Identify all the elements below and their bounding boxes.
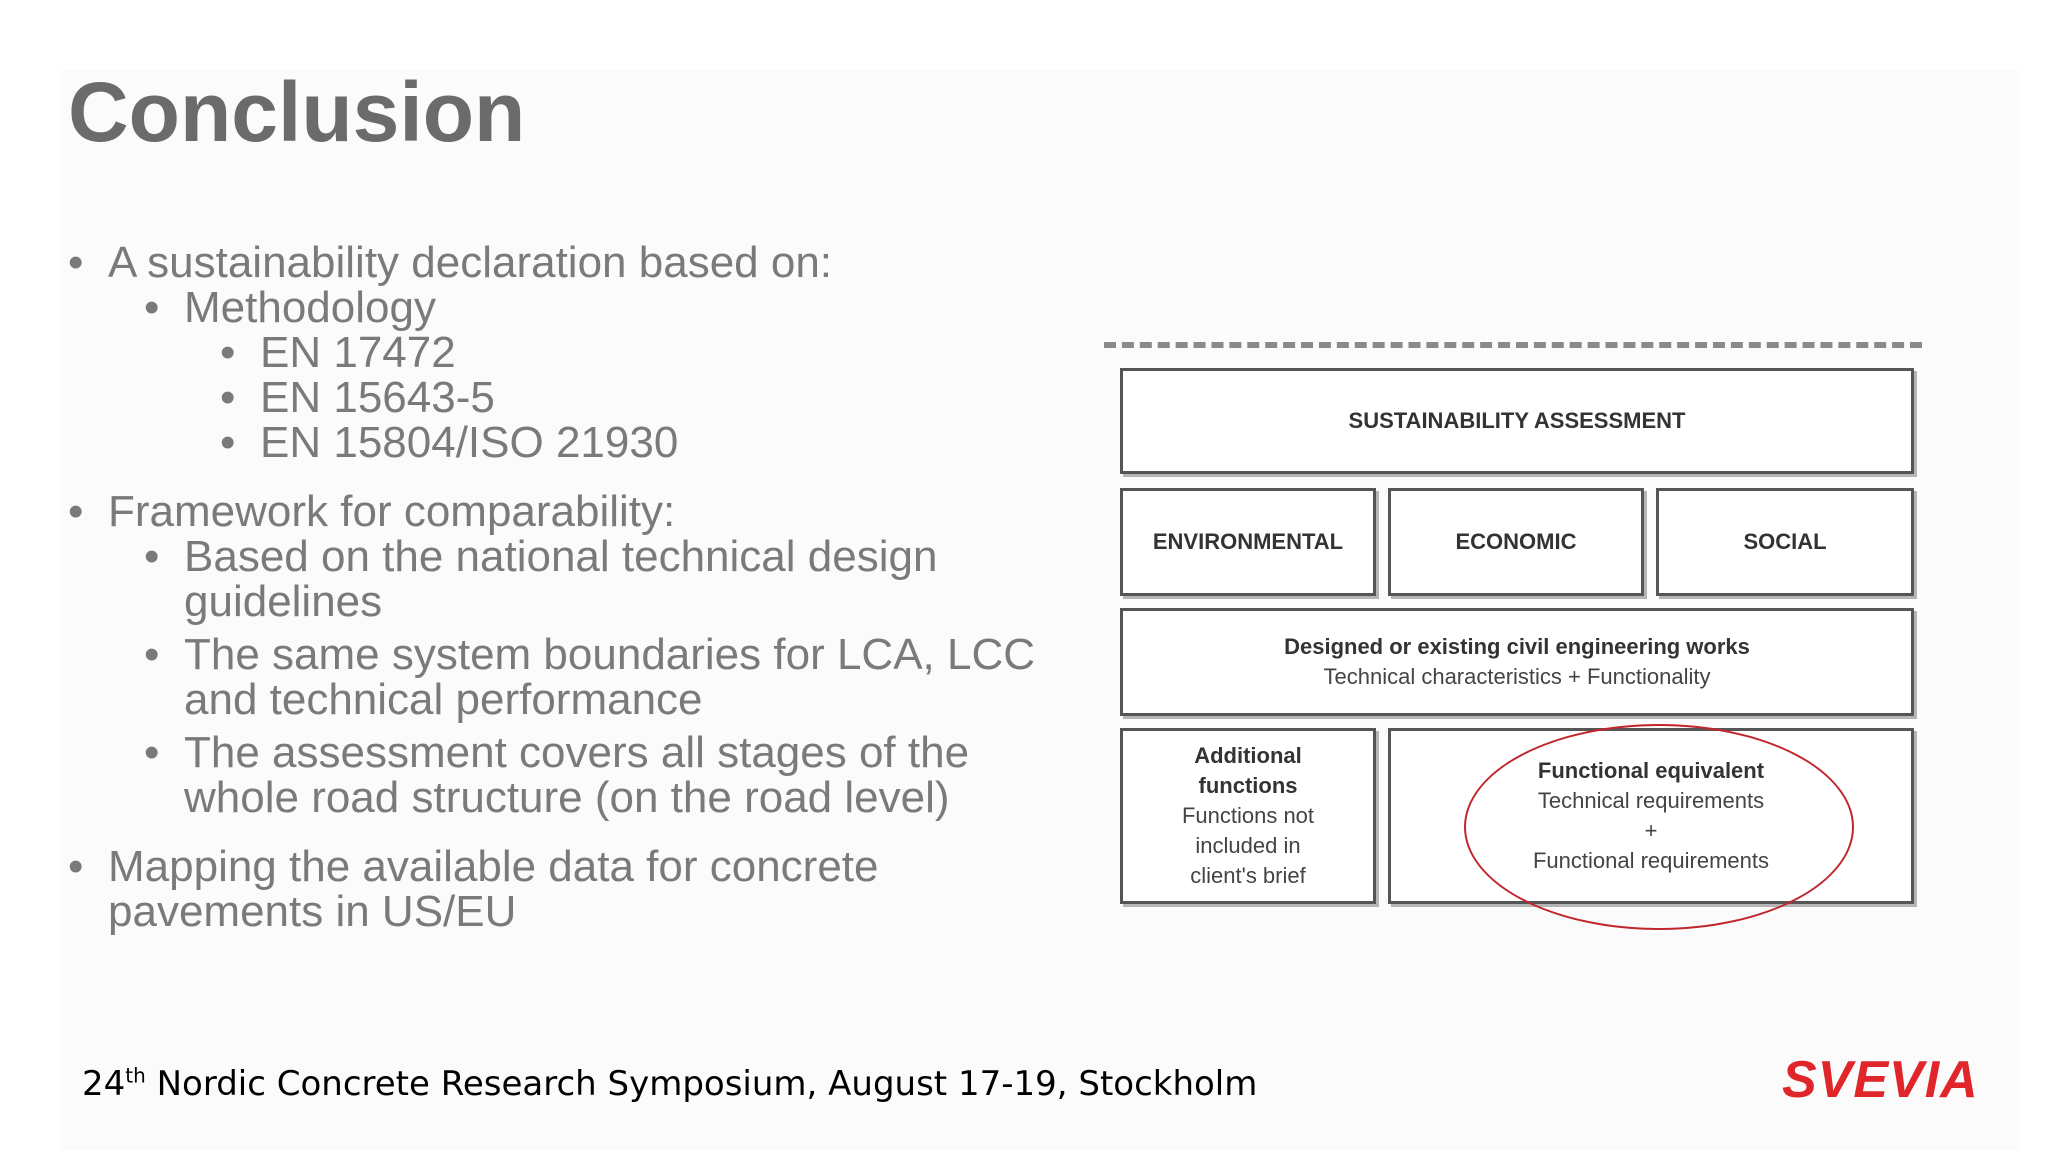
bullet-dot: • bbox=[68, 238, 84, 287]
bullet-dot: • bbox=[220, 373, 236, 422]
list-item bbox=[68, 375, 1068, 420]
bullet-dot: • bbox=[144, 728, 160, 777]
footer-number: 24 bbox=[82, 1064, 126, 1104]
list-item bbox=[68, 730, 1068, 820]
list-item bbox=[68, 534, 1068, 624]
list-item bbox=[68, 240, 1068, 285]
civil-works-box bbox=[1120, 608, 1914, 716]
bullet-dot: • bbox=[144, 532, 160, 581]
list-item bbox=[68, 844, 1068, 934]
bullet-text: The assessment covers all stages of the whole road structure (on the road level) bbox=[184, 728, 970, 822]
footer-text bbox=[82, 1064, 1257, 1104]
bullet-dot: • bbox=[144, 283, 160, 332]
social-box bbox=[1656, 488, 1914, 596]
functional-title: Functional equivalent bbox=[1537, 758, 1765, 783]
bullet-list bbox=[68, 240, 1068, 934]
additional-sub-1: Functions not bbox=[1181, 803, 1315, 828]
works-title: Designed or existing civil engineering works bbox=[1284, 634, 1750, 659]
bullet-text: Based on the national technical design guidelines bbox=[184, 532, 938, 626]
bullet-text: EN 17472 bbox=[260, 328, 456, 377]
functional-sub-1: Technical requirements bbox=[1537, 788, 1765, 813]
sustainability-label: SUSTAINABILITY ASSESSMENT bbox=[1348, 408, 1686, 433]
footer-label: Nordic Concrete Research Symposium, August 17-19, Stockholm bbox=[145, 1064, 1258, 1104]
environmental-label: ENVIRONMENTAL bbox=[1152, 529, 1344, 554]
svevia-logo: SVEVIA bbox=[1782, 1051, 1979, 1109]
sustainability-diagram bbox=[1100, 330, 1930, 950]
bullet-dot: • bbox=[220, 328, 236, 377]
sustainability-assessment-box bbox=[1120, 368, 1914, 474]
bullet-text: Framework for comparability: bbox=[108, 487, 676, 536]
bullet-dot: • bbox=[220, 418, 236, 467]
additional-functions-box bbox=[1120, 728, 1376, 904]
environmental-box bbox=[1120, 488, 1376, 596]
additional-title-2: functions bbox=[1198, 773, 1298, 798]
works-subtitle: Technical characteristics + Functionality bbox=[1323, 664, 1711, 689]
highlight-ellipse bbox=[1464, 724, 1854, 930]
list-item bbox=[68, 330, 1068, 375]
bullet-text: EN 15804/ISO 21930 bbox=[260, 418, 679, 467]
bullet-text: Methodology bbox=[184, 283, 436, 332]
bullet-text: EN 15643-5 bbox=[260, 373, 495, 422]
bullet-dot: • bbox=[68, 487, 84, 536]
additional-title-1: Additional bbox=[1194, 743, 1302, 768]
bullet-dot: • bbox=[68, 842, 84, 891]
additional-sub-3: client's brief bbox=[1190, 863, 1306, 888]
economic-label: ECONOMIC bbox=[1455, 529, 1577, 554]
social-label: SOCIAL bbox=[1743, 529, 1827, 554]
bullet-text: A sustainability declaration based on: bbox=[108, 238, 833, 287]
bullet-text: The same system boundaries for LCA, LCC and technical performance bbox=[184, 630, 1036, 724]
bullet-text: Mapping the available data for concrete pavements in US/EU bbox=[108, 842, 879, 936]
list-item bbox=[68, 285, 1068, 330]
page-title: Conclusion bbox=[68, 65, 526, 159]
dashed-divider bbox=[1104, 342, 1922, 348]
bullet-dot: • bbox=[144, 630, 160, 679]
list-item bbox=[68, 420, 1068, 465]
functional-plus: + bbox=[1644, 818, 1658, 843]
functional-sub-2: Functional requirements bbox=[1532, 848, 1769, 873]
economic-box bbox=[1388, 488, 1644, 596]
additional-sub-2: included in bbox=[1195, 833, 1301, 858]
footer-ordinal: th bbox=[125, 1063, 146, 1088]
list-item bbox=[68, 489, 1068, 534]
list-item bbox=[68, 632, 1068, 722]
